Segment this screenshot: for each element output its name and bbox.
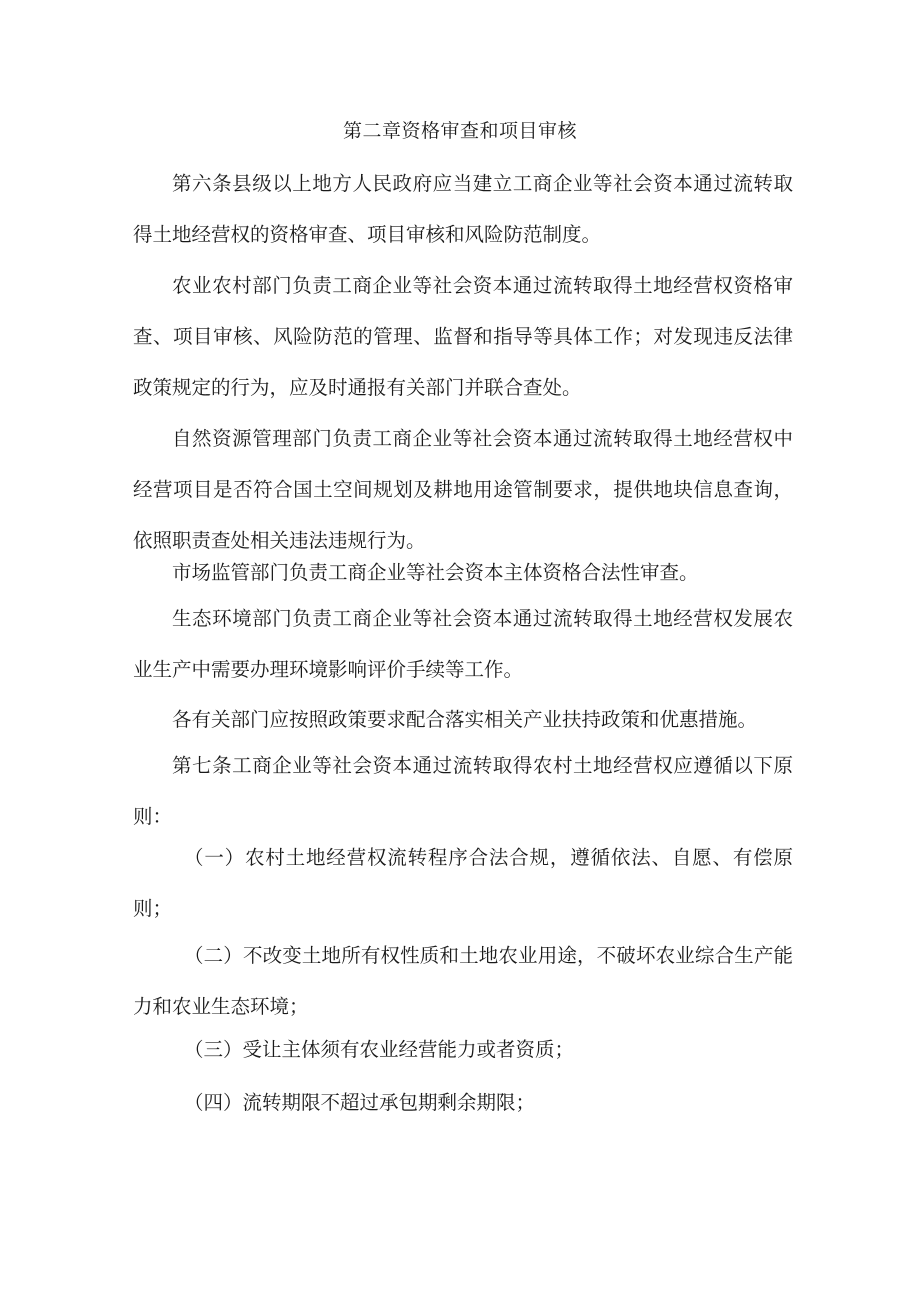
paragraph-natural-resources-dept: 自然资源管理部门负责工商企业等社会资本通过流转取得土地经营权中经营项目是否符合国土空间规划及耕地用途管制要求，提供地块信息查询，依照职责查处相关违法违规行为。	[133, 427, 793, 552]
paragraph-ecology-dept: 生态环境部门负责工商企业等社会资本通过流转取得土地经营权发展农业生产中需要办理环境影响评价手续等工作。	[133, 607, 793, 681]
paragraph-all-depts: 各有关部门应按照政策要求配合落实相关产业扶持政策和优惠措施。	[172, 708, 758, 731]
chapter-title: 第二章资格审查和项目审核	[342, 120, 577, 142]
paragraph-agriculture-dept: 农业农村部门负责工商企业等社会资本通过流转取得土地经营权资格审查、项目审核、风险防范的管理、监督和指导等具体工作；对发现违反法律政策规定的行为，应及时通报有关部门并联合查处。	[133, 274, 793, 399]
list-item-3: （三）受让主体须有农业经营能力或者资质；	[184, 1038, 575, 1061]
list-item-2: （二）不改变土地所有权性质和土地农业用途，不破坏农业综合生产能力和农业生态环境；	[133, 944, 793, 1018]
paragraph-article-6: 第六条县级以上地方人民政府应当建立工商企业等社会资本通过流转取得土地经营权的资格审查、项目审核和风险防范制度。	[133, 172, 793, 246]
paragraph-market-regulation-dept: 市场监管部门负责工商企业等社会资本主体资格合法性审查。	[172, 561, 699, 584]
list-item-4: （四）流转期限不超过承包期剩余期限；	[184, 1091, 536, 1114]
paragraph-article-7: 第七条工商企业等社会资本通过流转取得农村土地经营权应遵循以下原则：	[133, 754, 793, 828]
list-item-1: （一）农村土地经营权流转程序合法合规，遵循依法、自愿、有偿原则；	[133, 846, 793, 920]
